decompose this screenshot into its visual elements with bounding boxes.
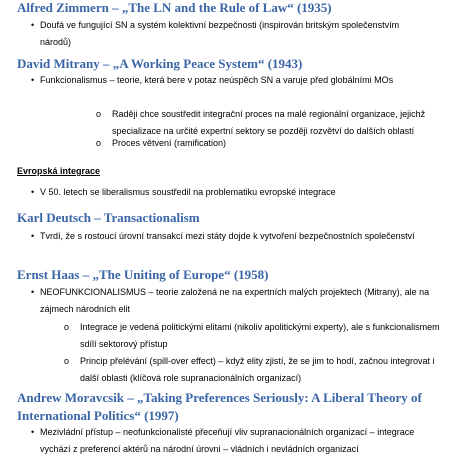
list-item [31, 72, 430, 89]
section-heading-haas: Ernst Haas – „The Uniting of Europe“ (1958) [17, 267, 269, 282]
bullet-marker: • [31, 20, 35, 30]
sub-bullet-marker: o [64, 322, 70, 332]
bullet-marker: • [31, 75, 35, 85]
bullet-marker: • [31, 287, 35, 297]
list-item [31, 424, 430, 458]
subheading-evropska-integrace: Evropská integrace [17, 166, 101, 176]
section-heading-deutsch: Karl Deutsch – Transactionalism [17, 210, 200, 225]
bullet-marker: • [31, 231, 35, 241]
list-item [31, 228, 430, 245]
section-heading-zimmern: Alfred Zimmern – „The LN and the Rule of Law“ (1935) [17, 0, 332, 15]
sub-bullet-marker: o [96, 138, 102, 148]
list-item-text: Tvrdí, že s rostoucí úrovní transakcí mezi státy dojde k vytvoření bezpečnostních společenství [40, 231, 415, 241]
sub-list-item [96, 135, 440, 152]
bullet-marker: • [31, 427, 35, 437]
list-item-text: Funkcionalismus – teorie, která bere v potaz neúspěch SN a varuje před globálními MOs [40, 75, 394, 85]
section-heading-mitrany: David Mitrany – „A Working Peace System“ (1943) [17, 56, 303, 71]
list-item-text: NEOFUNKCIONALISMUS – teorie založená ne na expertních malých projektech (Mitrany), ale na zájmech národních elit [40, 287, 430, 314]
sub-list-item-text: Integrace je vedená politickými elitami (nikoliv apolitickými experty), ale s funkcionalismem sdílí sektorový přístup [80, 322, 440, 349]
bullet-marker: • [31, 187, 35, 197]
list-item [31, 17, 430, 51]
sub-list-item-text: Proces větvení (ramification) [112, 138, 227, 148]
sub-bullet-marker: o [96, 109, 102, 119]
list-item-text: Doufá ve fungující SN a systém kolektivní bezpečnosti (inspirován britským společenstvím národů) [40, 20, 400, 47]
sub-list-item-text: Princip přelévání (spill-over effect) – když elity zjistí, že se jim to hodí, začnou integrovat i další oblasti (klíčová role supranacionálních organizací) [80, 356, 435, 383]
section-heading-moravcsik: Andrew Moravcsik – „Taking Preferences Seriously: A Liberal Theory of International Politics“ (1997) [17, 390, 422, 423]
sub-list-item [64, 319, 440, 353]
list-item-text: Mezivládní přístup – neofunkcionalisté přeceňují vliv supranacionálních organizací – integrace vychází z preferencí aktérů na národní úrovni – vládních i nevládních organizací [40, 427, 415, 454]
list-item-text: V 50. letech se liberalismus soustředil na problematiku evropské integrace [40, 187, 336, 197]
list-item [31, 184, 430, 201]
sub-bullet-marker: o [64, 356, 70, 366]
sub-list-item [64, 353, 440, 387]
list-item [31, 284, 430, 318]
sub-list-item-text: Raději chce soustředit integrační proces na malé regionální organizace, jejichž specializace na určité expertní sektory se později rozvětví do dalších oblastí [112, 109, 426, 136]
